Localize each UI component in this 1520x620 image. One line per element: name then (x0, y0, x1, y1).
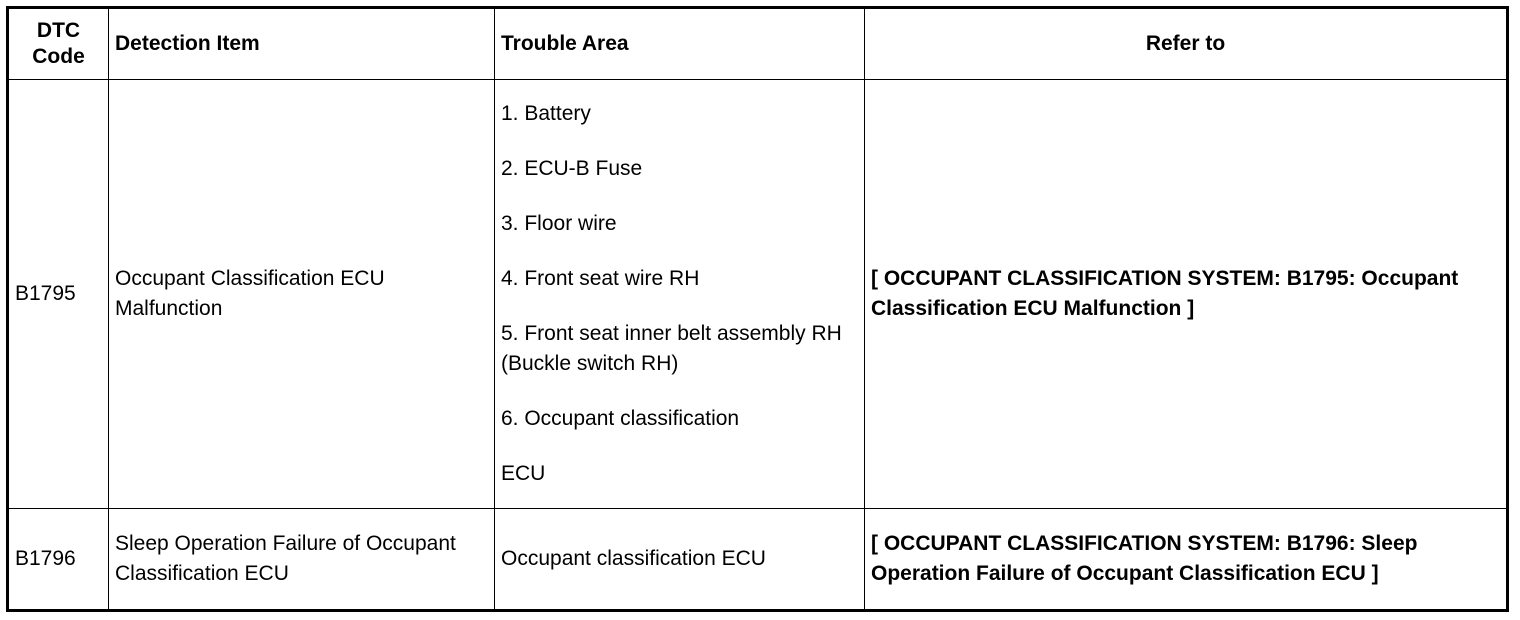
trouble-area-cell (495, 80, 865, 509)
trouble-area-cell: Occupant classification ECU (495, 509, 865, 611)
refer-to-cell (865, 80, 1508, 509)
refer-link[interactable]: [ OCCUPANT CLASSIFICATION SYSTEM: B1796: Sleep Operation Failure of Occupant Classification ECU ] (871, 532, 1418, 585)
header-dtc-code-line2: Code (32, 45, 85, 68)
refer-to-cell (865, 509, 1508, 611)
header-detection-item: Detection Item (109, 8, 495, 80)
dtc-table (6, 6, 1509, 612)
table-header-row (8, 8, 1508, 80)
table-row (8, 80, 1508, 509)
table-row (8, 509, 1508, 611)
dtc-code-cell: B1796 (8, 509, 109, 611)
trouble-item: 4. Front seat wire RH (501, 267, 700, 290)
trouble-item: 5. Front seat inner belt assembly RH (Buckle switch RH) (501, 322, 842, 375)
header-dtc-code-line1: DTC (36, 19, 81, 42)
dtc-code-cell: B1795 (8, 80, 109, 509)
trouble-item: ECU (501, 462, 546, 485)
detection-item-cell: Sleep Operation Failure of Occupant Classification ECU (109, 509, 495, 611)
trouble-item: 6. Occupant classification (501, 407, 740, 430)
refer-link[interactable]: [ OCCUPANT CLASSIFICATION SYSTEM: B1795: Occupant Classification ECU Malfunction ] (871, 267, 1459, 320)
trouble-item: 2. ECU-B Fuse (501, 157, 643, 180)
header-dtc-code (8, 8, 109, 80)
trouble-item: 3. Floor wire (501, 212, 617, 235)
detection-item-cell: Occupant Classification ECU Malfunction (109, 80, 495, 509)
trouble-item: 1. Battery (501, 102, 591, 125)
header-refer-to: Refer to (865, 8, 1508, 80)
header-trouble-area: Trouble Area (495, 8, 865, 80)
